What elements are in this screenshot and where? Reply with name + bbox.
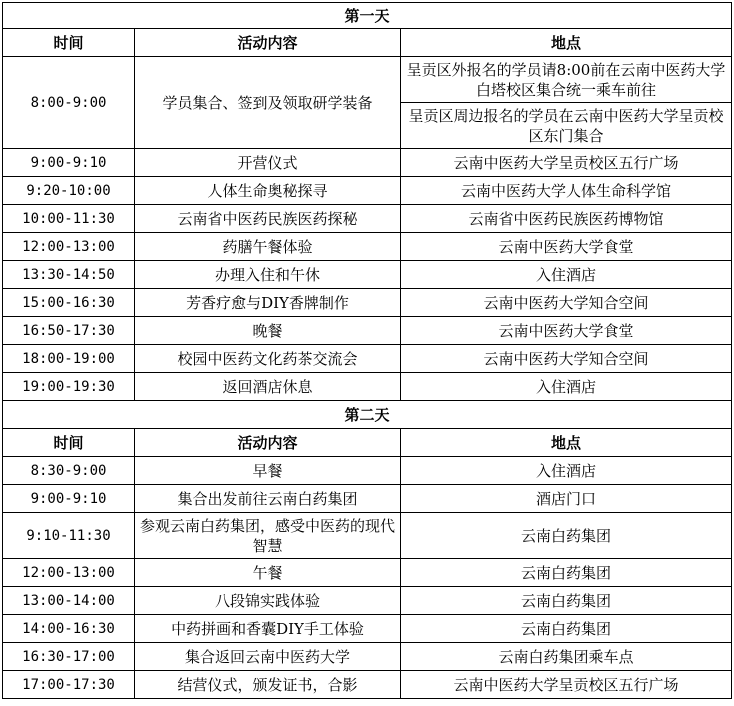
time-cell: 9:00-9:10 <box>3 485 135 513</box>
time-cell: 12:00-13:00 <box>3 559 135 587</box>
table-row <box>3 643 732 671</box>
activity-cell: 人体生命奥秘探寻 <box>135 177 401 205</box>
activity-cell: 返回酒店休息 <box>135 373 401 401</box>
cut-off-line <box>102 702 352 704</box>
location-cell: 云南中医药大学食堂 <box>401 317 732 345</box>
table-row <box>3 485 732 513</box>
table-row <box>3 457 732 485</box>
table-row <box>3 317 732 345</box>
location-cell: 云南中医药大学知合空间 <box>401 345 732 373</box>
activity-cell: 午餐 <box>135 559 401 587</box>
time-cell: 16:30-17:00 <box>3 643 135 671</box>
table-row <box>3 513 732 559</box>
day1-title-row <box>3 3 732 29</box>
header-activity: 活动内容 <box>135 429 401 457</box>
table-row <box>3 587 732 615</box>
table-row <box>3 373 732 401</box>
table-row <box>3 57 732 103</box>
location-cell: 云南中医药大学食堂 <box>401 233 732 261</box>
activity-cell: 晚餐 <box>135 317 401 345</box>
table-row <box>3 615 732 643</box>
cut-off-footer-text <box>2 702 732 706</box>
day2-title: 第二天 <box>3 401 732 429</box>
activity-cell: 学员集合、签到及领取研学装备 <box>135 57 401 149</box>
location-cell: 云南白药集团 <box>401 513 732 559</box>
header-activity: 活动内容 <box>135 29 401 57</box>
day2-title-row <box>3 401 732 429</box>
location-cell: 呈贡区外报名的学员请8:00前在云南中医药大学白塔校区集合统一乘车前往 <box>401 57 732 103</box>
location-cell: 云南中医药大学人体生命科学馆 <box>401 177 732 205</box>
header-location: 地点 <box>401 429 732 457</box>
location-cell: 云南白药集团 <box>401 587 732 615</box>
location-cell: 云南中医药大学呈贡校区五行广场 <box>401 149 732 177</box>
time-cell: 12:00-13:00 <box>3 233 135 261</box>
location-cell: 云南中医药大学呈贡校区五行广场 <box>401 671 732 699</box>
table-row <box>3 345 732 373</box>
time-cell: 9:20-10:00 <box>3 177 135 205</box>
table-row <box>3 671 732 699</box>
activity-cell: 集合出发前往云南白药集团 <box>135 485 401 513</box>
activity-cell: 开营仪式 <box>135 149 401 177</box>
time-cell: 19:00-19:30 <box>3 373 135 401</box>
time-cell: 14:00-16:30 <box>3 615 135 643</box>
table-row <box>3 149 732 177</box>
header-time: 时间 <box>3 29 135 57</box>
activity-cell: 早餐 <box>135 457 401 485</box>
time-cell: 17:00-17:30 <box>3 671 135 699</box>
header-time: 时间 <box>3 429 135 457</box>
table-row <box>3 205 732 233</box>
activity-cell: 办理入住和午休 <box>135 261 401 289</box>
header-location: 地点 <box>401 29 732 57</box>
activity-cell: 结营仪式，颁发证书，合影 <box>135 671 401 699</box>
location-cell: 云南中医药大学知合空间 <box>401 289 732 317</box>
activity-cell: 中药拼画和香囊DIY手工体验 <box>135 615 401 643</box>
location-cell: 入住酒店 <box>401 261 732 289</box>
location-cell: 云南白药集团乘车点 <box>401 643 732 671</box>
location-cell: 云南白药集团 <box>401 615 732 643</box>
activity-cell: 参观云南白药集团，感受中医药的现代智慧 <box>135 513 401 559</box>
location-cell: 云南省中医药民族医药博物馆 <box>401 205 732 233</box>
activity-cell: 校园中医药文化药茶交流会 <box>135 345 401 373</box>
time-cell: 8:30-9:00 <box>3 457 135 485</box>
day2-header-row <box>3 429 732 457</box>
activity-cell: 八段锦实践体验 <box>135 587 401 615</box>
location-cell: 云南白药集团 <box>401 559 732 587</box>
time-cell: 15:00-16:30 <box>3 289 135 317</box>
activity-cell: 集合返回云南中医药大学 <box>135 643 401 671</box>
table-row <box>3 261 732 289</box>
location-cell: 入住酒店 <box>401 457 732 485</box>
time-cell: 9:10-11:30 <box>3 513 135 559</box>
activity-cell: 药膳午餐体验 <box>135 233 401 261</box>
schedule-table <box>2 2 732 699</box>
table-row <box>3 289 732 317</box>
time-cell: 18:00-19:00 <box>3 345 135 373</box>
day1-title: 第一天 <box>3 3 732 29</box>
time-cell: 8:00-9:00 <box>3 57 135 149</box>
location-cell: 呈贡区周边报名的学员在云南中医药大学呈贡校区东门集合 <box>401 103 732 149</box>
time-cell: 13:30-14:50 <box>3 261 135 289</box>
time-cell: 9:00-9:10 <box>3 149 135 177</box>
activity-cell: 芳香疗愈与DIY香牌制作 <box>135 289 401 317</box>
location-cell: 入住酒店 <box>401 373 732 401</box>
activity-cell: 云南省中医药民族医药探秘 <box>135 205 401 233</box>
table-row <box>3 177 732 205</box>
day1-header-row <box>3 29 732 57</box>
time-cell: 10:00-11:30 <box>3 205 135 233</box>
time-cell: 13:00-14:00 <box>3 587 135 615</box>
location-cell: 酒店门口 <box>401 485 732 513</box>
table-row <box>3 559 732 587</box>
table-row <box>3 233 732 261</box>
time-cell: 16:50-17:30 <box>3 317 135 345</box>
